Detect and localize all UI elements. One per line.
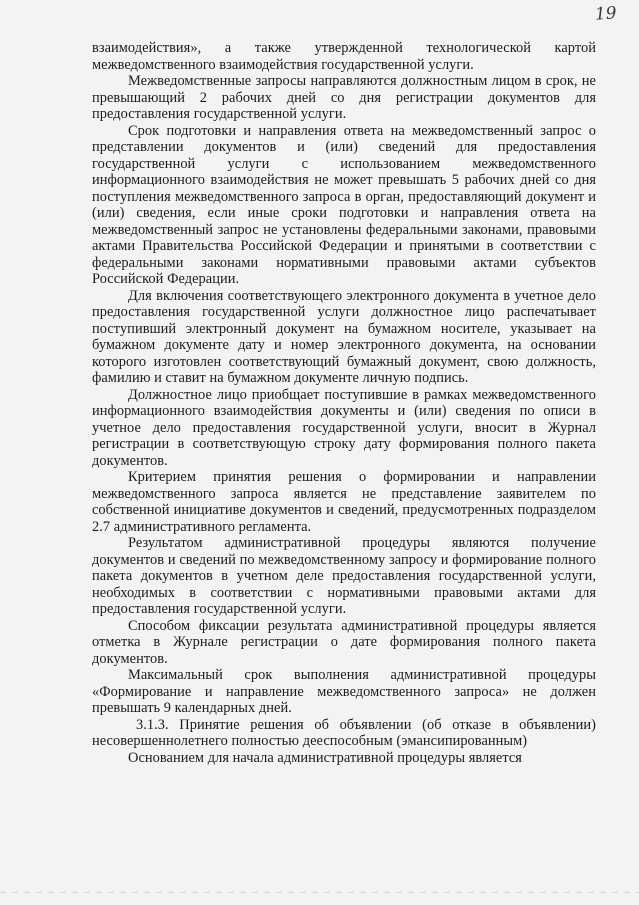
paragraph-maximum-term: Максимальный срок выполнения административной процедуры «Формирование и направление межведомственного запроса» не должен превышать 9 календарных дней. <box>92 667 596 716</box>
paragraph-continuation: взаимодействия», а также утвержденной технологической картой межведомственного взаимодействия государственной услуги. <box>92 40 596 73</box>
scan-edge-line <box>0 892 639 893</box>
paragraph-fixation-method: Способом фиксации результата административной процедуры является отметка в Журнале регистрации о дате формирования полного пакета документов. <box>92 617 596 667</box>
paragraph-interagency-requests-deadline: Межведомственные запросы направляются должностным лицом в срок, не превышающий 2 рабочих дней со дня регистрации документов для предоставления государственной услуги. <box>92 73 596 122</box>
paragraph-decision-criterion: Критерием принятия решения о формировании и направлении межведомственного запроса является не представление заявителем по собственной инициативе документов и сведений, предусмотренных подразделом 2.7 административного регламента. <box>92 469 596 535</box>
paragraph-official-attaches-documents: Должностное лицо приобщает поступившие в рамках межведомственного информационного взаимодействия документы и (или) сведения по описи в учетное дело предоставления государственной услуги, вносит в Журнал регистрации в соответствующую строку дату формирования полного пакета документов. <box>92 386 596 469</box>
paragraph-procedure-result: Результатом административной процедуры являются получение документов и сведений по межведомственному запросу и формирование полного пакета документов в учетном деле предоставления государственной услуги, необходимых в соответствии с нормативными правовыми актами для предоставления государственной услуги. <box>92 535 596 617</box>
paragraph-procedure-basis: Основанием для начала административной процедуры является <box>128 749 522 766</box>
paragraph-response-deadline: Срок подготовки и направления ответа на межведомственный запрос о представлении документов и (или) сведений для предоставления государственной услуги с использованием межведомственного информационного взаимодействия не может превышать 5 рабочих дней со дня поступления межведомственного запроса в орган, предоставляющий документ и (или) сведения, если иные сроки подготовки и направления ответа на межведомственный запрос не установлены федеральными законами, правовыми актами Правительства Российской Федерации и принятыми в соответствии с федеральными законами нормативными правовыми актами субъектов Российской Федерации. <box>92 122 596 287</box>
page-number: 19 <box>594 3 618 25</box>
document-body <box>92 40 596 766</box>
paragraph-electronic-document-inclusion: Для включения соответствующего электронного документа в учетное дело предоставления государственной услуги должностное лицо распечатывает поступивший электронный документ на бумажном носителе, указывает на бумажном документе дату и номер электронного документа, на основании которого изготовлен соответствующий бумажный документ, свою должность, фамилию и ставит на бумажном документе личную подпись. <box>92 287 596 386</box>
section-heading-3-1-3: 3.1.3. Принятие решения об объявлении (об отказе в объявлении) несовершеннолетнего полностью дееспособным (эмансипированным) <box>92 716 596 749</box>
